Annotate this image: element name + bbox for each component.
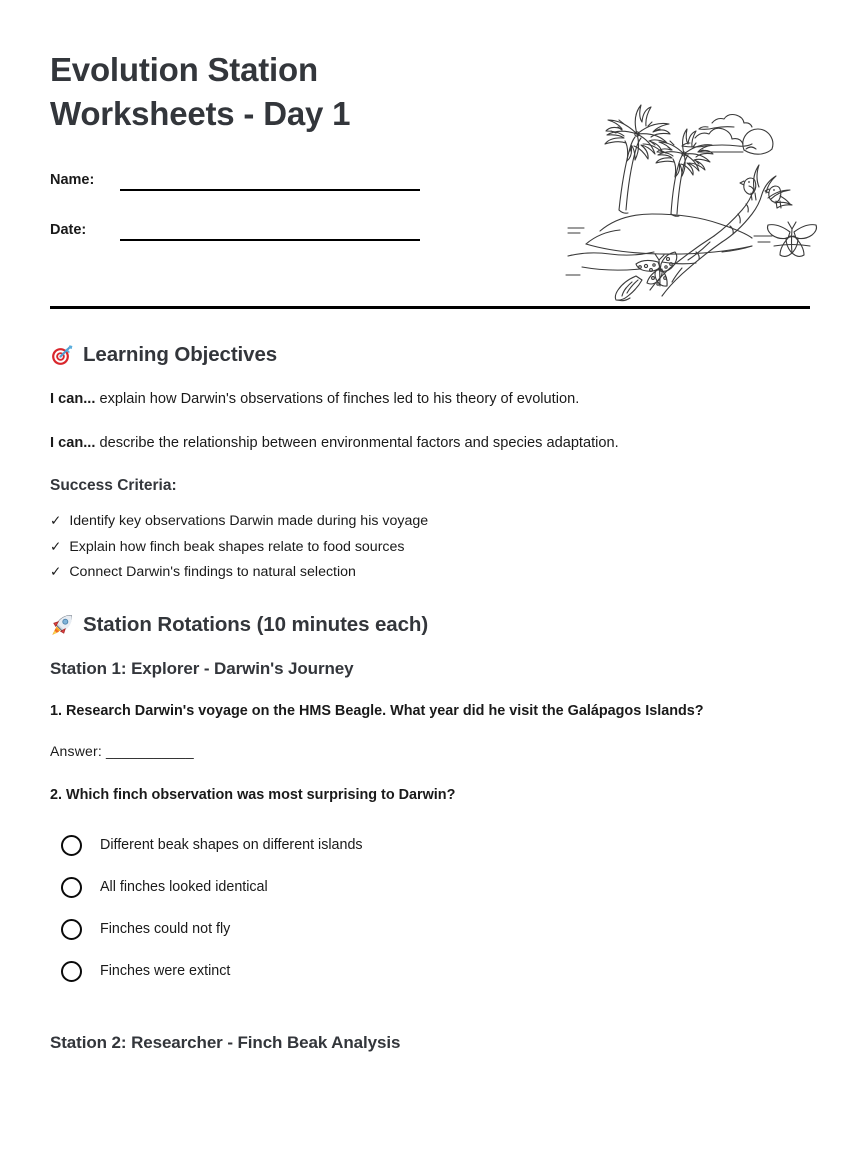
header-divider xyxy=(50,306,810,309)
option-label: Finches were extinct xyxy=(100,963,231,980)
objective-lead: I can... xyxy=(50,435,96,452)
objective-text: describe the relationship between environmental factors and species adaptation. xyxy=(95,435,619,452)
radio-button-icon[interactable] xyxy=(61,835,82,856)
option-row[interactable] xyxy=(50,961,810,982)
success-criteria-item xyxy=(50,535,810,560)
station-1-options-list xyxy=(50,835,810,982)
success-criteria-heading: Success Criteria: xyxy=(50,477,177,495)
station-rotations-heading xyxy=(50,613,810,637)
success-criteria-item xyxy=(50,560,810,585)
learning-objectives-title: Learning Objectives xyxy=(83,343,278,366)
radio-button-icon[interactable] xyxy=(61,877,82,898)
page-title xyxy=(50,48,430,135)
objective-item xyxy=(50,433,810,454)
learning-objectives-heading xyxy=(50,343,810,367)
success-criteria-text: Connect Darwin's findings to natural selection xyxy=(69,563,356,580)
target-dart-icon xyxy=(50,343,74,367)
success-criteria-list xyxy=(50,509,810,585)
check-icon: ✓ xyxy=(50,538,62,554)
station-1-answer-blank[interactable]: Answer: ___________ xyxy=(50,743,194,760)
option-label: Finches could not fly xyxy=(100,921,231,938)
name-field-row xyxy=(50,165,530,191)
date-input[interactable] xyxy=(120,223,420,241)
objective-lead: I can... xyxy=(50,391,96,407)
header-text-block xyxy=(50,48,530,241)
radio-button-icon[interactable] xyxy=(61,919,82,940)
worksheet-header xyxy=(50,48,810,296)
rocket-icon xyxy=(50,613,74,637)
date-field-row xyxy=(50,215,530,241)
check-icon: ✓ xyxy=(50,563,62,579)
page-title-line-1: Evolution Station xyxy=(50,51,318,88)
option-label: Different beak shapes on different islands xyxy=(100,837,363,854)
option-row[interactable] xyxy=(50,835,810,856)
tropical-island-illustration xyxy=(562,86,826,302)
objective-text: explain how Darwin's observations of finches led to his theory of evolution. xyxy=(95,391,580,407)
option-row[interactable] xyxy=(50,919,810,940)
option-label: All finches looked identical xyxy=(100,879,268,896)
option-row[interactable] xyxy=(50,877,810,898)
success-criteria-item xyxy=(50,509,810,534)
station-2-heading: Station 2: Researcher - Finch Beak Analysis xyxy=(50,1033,401,1053)
check-icon: ✓ xyxy=(50,513,62,529)
station-1-heading: Station 1: Explorer - Darwin's Journey xyxy=(50,659,354,679)
date-field-label: Date: xyxy=(50,222,87,239)
station-rotations-title: Station Rotations (10 minutes each) xyxy=(83,613,429,637)
success-criteria-text: Identify key observations Darwin made during his voyage xyxy=(69,513,429,530)
section-spacer xyxy=(50,1003,810,1033)
station-1-question-1: 1. Research Darwin's voyage on the HMS Beagle. What year did he visit the Galápagos Islands? xyxy=(50,703,704,720)
name-input[interactable] xyxy=(120,173,420,191)
name-field-label: Name: xyxy=(50,172,95,189)
station-1-question-2: 2. Which finch observation was most surprising to Darwin? xyxy=(50,787,456,804)
radio-button-icon[interactable] xyxy=(61,961,82,982)
objective-item xyxy=(50,389,810,410)
page-title-line-2: Worksheets - Day 1 xyxy=(50,94,351,132)
success-criteria-text: Explain how finch beak shapes relate to food sources xyxy=(69,538,405,555)
